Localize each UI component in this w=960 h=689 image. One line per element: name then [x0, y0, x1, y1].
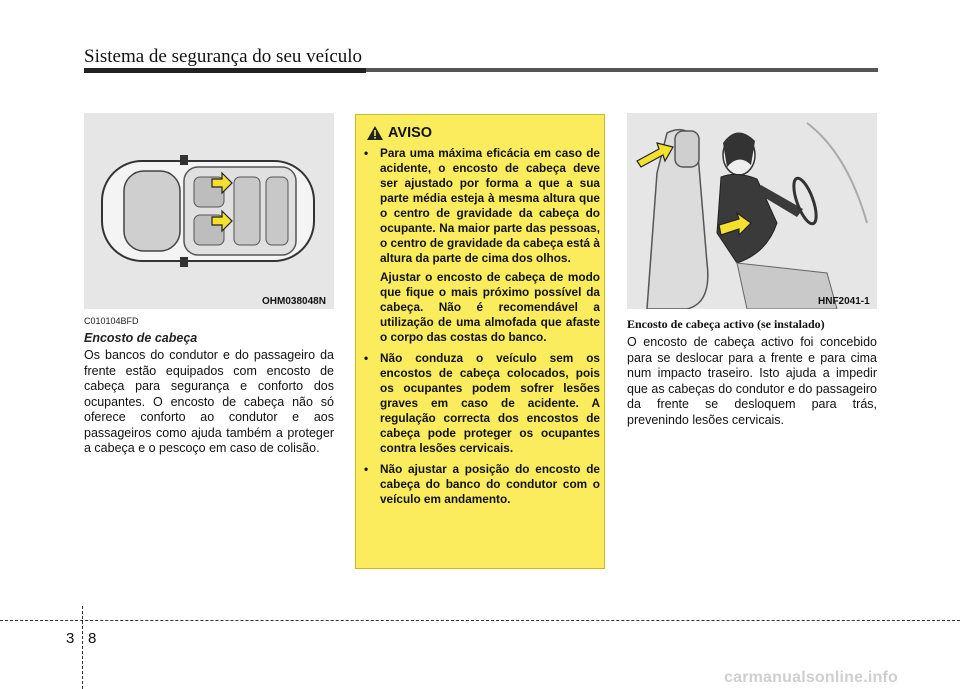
- warning-box: [355, 114, 605, 569]
- warning-list: [364, 146, 600, 513]
- car-top-view-figure: [84, 113, 334, 309]
- figure-caption: OHM038048N: [262, 296, 326, 307]
- warning-title: AVISO: [388, 125, 433, 141]
- warning-header: [366, 125, 432, 141]
- warning-paragraph: Ajustar o encosto de cabeça de modo que fique o mais próximo possível da cabeça. Não é recomendável a utilização de uma almofada que afaste o corpo das costas do banco.: [380, 270, 600, 344]
- warning-paragraph: Para uma máxima eficácia em caso de acidente, o encosto de cabeça deve ser ajustado por forma a que a sua parte média esteja à mesma altura que o centro de gravidade da cabeça do ocupante. Na maior parte das pessoas, o centro de gravidade da cabeça está à altura da parte de cima dos olhos.: [380, 146, 600, 265]
- warning-item: • Não conduza o veículo sem os encostos de cabeça colocados, pois os ocupantes podem sofrer lesões graves em caso de acidente. A regulação correcta dos encostos de cabeça pode proteger os ocupantes contra lesões cervicais.: [364, 351, 600, 455]
- footer-divider: [82, 606, 83, 689]
- chapter-number: 3: [66, 630, 75, 647]
- warning-paragraph: Não ajustar a posição do encosto de cabeça do banco do condutor com o veículo em andamento.: [380, 462, 600, 506]
- warning-item: • Para uma máxima eficácia em caso de acidente, o encosto de cabeça deve ser ajustado por forma a que a sua parte média esteja à mesma altura que o centro de gravidade da cabeça do ocupante. Na maior parte das pessoas, o centro de gravidade da cabeça está à altura da parte de cima dos olhos. Ajustar o encosto de cabeça de modo que fique o mais próximo possível da cabeça. Não é recomendável a utilização de uma almofada que afaste o corpo das costas do banco.: [364, 146, 600, 344]
- footer-rule: [0, 620, 960, 621]
- warning-item: • Não ajustar a posição do encosto de cabeça do banco do condutor com o veículo em andamento.: [364, 462, 600, 506]
- car-top-view-illustration: [84, 113, 334, 309]
- body-paragraph: Os bancos do condutor e do passageiro da frente estão equipados com encosto de cabeça para segurança e conforto dos ocupantes. O encosto de cabeça não só oferece conforto ao condutor e aos passageiros como ajuda também a proteger a cabeça e o pescoço em caso de colisão.: [84, 348, 334, 455]
- section-code: C010104BFD: [84, 316, 139, 326]
- subheading: Encosto de cabeça activo (se instalado): [627, 317, 825, 331]
- section-title: Sistema de segurança do seu veículo: [84, 46, 363, 67]
- figure-caption: HNF2041-1: [818, 296, 870, 307]
- watermark: carmanualsonline.info: [724, 669, 899, 686]
- subheading: Encosto de cabeça: [84, 331, 198, 345]
- active-headrest-figure: [627, 113, 877, 309]
- body-paragraph: O encosto de cabeça activo foi concebido para se deslocar para a frente e para cima num impacto traseiro. Isto ajuda a impedir que as cabeças do condutor e do passageiro da frente se desloquem para trás, prevenindo lesões cervicais.: [627, 335, 877, 427]
- driver-seat-illustration: [627, 113, 877, 309]
- header-rule: [84, 68, 878, 72]
- warning-paragraph: Não conduza o veículo sem os encostos de cabeça colocados, pois os ocupantes podem sofrer lesões graves em caso de acidente. A regulação correcta dos encostos de cabeça pode proteger os ocupantes contra lesões cervicais.: [380, 351, 600, 455]
- page-number: 8: [88, 630, 97, 647]
- warning-triangle-icon: [366, 125, 384, 141]
